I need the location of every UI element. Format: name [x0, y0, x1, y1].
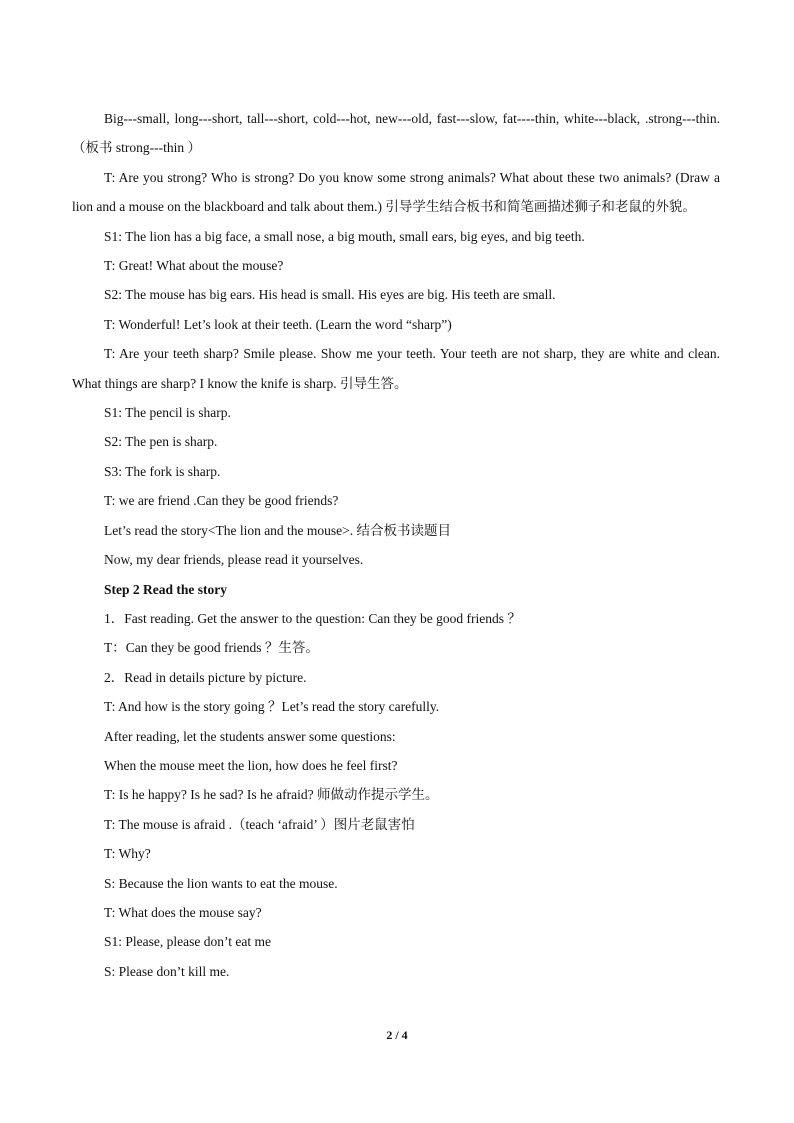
paragraph-t-why: T: Why? [104, 846, 151, 862]
paragraph-s2-pen: S2: The pen is sharp. [104, 434, 218, 450]
document-body [72, 104, 720, 986]
paragraph-story-title: Let’s read the story<The lion and the mouse>. 结合板书读题目 [104, 522, 452, 538]
paragraph-read-yourselves: Now, my dear friends, please read it yourselves. [104, 552, 364, 568]
paragraph-t-story-going: T: And how is the story going ？Let’s read the story carefully. [104, 699, 440, 715]
paragraph-s-dont-kill: S: Please don’t kill me. [104, 963, 230, 979]
paragraph-s1-lion: S1: The lion has a big face, a small nose, a big mouth, small ears, big eyes, and big teeth. [104, 228, 585, 244]
paragraph-fast-reading: 1．Fast reading. Get the answer to the question: Can they be good friends ？ [104, 610, 521, 626]
paragraph-t-sharp: T: Are your teeth sharp? Smile please. Show me your teeth. Your teeth are not sharp, they are white and clean. What things are sharp? I know the knife is sharp. 引导生答。 [72, 346, 720, 391]
paragraph-t-good-friends: T：Can they be good friends ？生答。 [104, 640, 319, 656]
paragraph-s2-mouse: S2: The mouse has big ears. His head is small. His eyes are big. His teeth are small. [104, 287, 556, 303]
paragraph-s1-pencil: S1: The pencil is sharp. [104, 405, 231, 421]
section-heading-step2: Step 2 Read the story [104, 581, 227, 597]
paragraph-s3-fork: S3: The fork is sharp. [104, 463, 221, 479]
paragraph-question-feel: When the mouse meet the lion, how does he feel first? [104, 757, 398, 773]
paragraph-strong-question: T: Are you strong? Who is strong? Do you know some strong animals? What about these two animals? (Draw a lion and a mouse on the blackboard and talk about them.) 引导学生结合板书和简笔画描述狮子和老鼠的外貌。 [72, 169, 720, 215]
paragraph-t-mouse-say: T: What does the mouse say? [104, 904, 262, 920]
paragraph-t-friends: T: we are friend .Can they be good friends? [104, 493, 339, 509]
paragraph-s-because: S: Because the lion wants to eat the mouse. [104, 875, 338, 891]
paragraph-antonyms: Big---small, long---short, tall---short, cold---hot, new---old, fast---slow, fat----thin, white---black, .strong---thin. （板书 strong---thin ） [72, 111, 720, 156]
paragraph-t-happy-sad: T: Is he happy? Is he sad? Is he afraid? 师做动作提示学生。 [104, 787, 439, 803]
paragraph-t-mouse: T: Great! What about the mouse? [104, 258, 284, 274]
paragraph-t-teeth: T: Wonderful! Let’s look at their teeth. (Learn the word “sharp”) [104, 316, 452, 332]
paragraph-t-afraid: T: The mouse is afraid .（teach ‘afraid’ ）图片老鼠害怕 [104, 816, 415, 832]
paragraph-read-details: 2．Read in details picture by picture. [104, 669, 307, 685]
paragraph-s1-dont-eat: S1: Please, please don’t eat me [104, 934, 271, 950]
page-number: 2 / 4 [386, 1028, 408, 1042]
paragraph-after-reading: After reading, let the students answer some questions: [104, 728, 396, 744]
